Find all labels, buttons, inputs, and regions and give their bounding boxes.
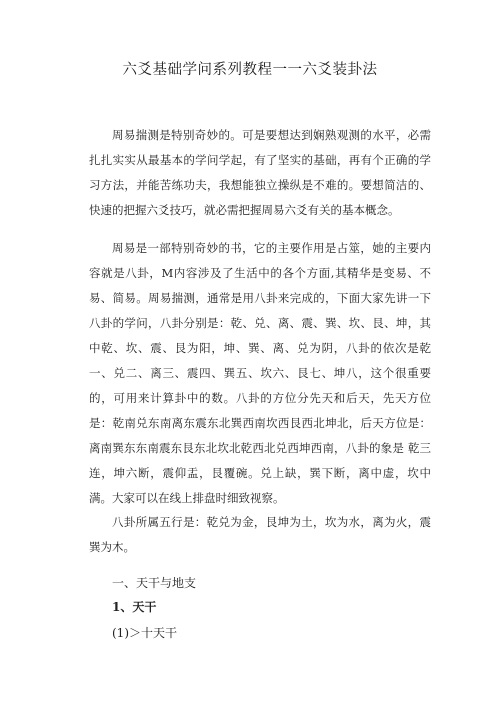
list-item-heading: (1)＞十天干 bbox=[112, 626, 177, 640]
paragraph-wuxing: 八卦所属五行是：乾兑为金，艮坤为土，坎为水，离为火，震巽为木。 bbox=[89, 515, 431, 554]
paragraph-bagua: 周易是一部特别奇妙的书，它的主要作用是占筮，她的主要内容就是八卦，M内容涉及了生活中的各个方面,其精华是变易、不易、简易。周易揣测，通常是用八卦来完成的，下面大家先讲一下八卦的学问，八卦分别是：乾、兑、离、震、巽、坎、艮、坤，其中乾、坎、震、艮为阳，坤、巽、离、兑为阴，八卦的依次是乾一、兑二、离三、震四、巽五、坎六、艮七、坤八，这个很重要的，可用来计算卦中的数。八卦的方位分先天和后天，先天方位是：乾南兑东南离东震东北巽西南坎西艮西北坤北，后天方位是：离南巽东东南震东艮东北坎北乾西北兑西坤西南，八卦的象是 乾三连，坤六断，震仰盂，艮覆碗。兑上缺，巽下断，离中虚，坎中满。大家可以在线上排盘时细致视察。 bbox=[89, 241, 431, 505]
paragraph-intro: 周易揣测是特别奇妙的。可是要想达到娴熟观测的水平，必需扎扎实实从最基本的学问学起，有了坚实的基础，再有个正确的学习方法，并能苦练功夫，我想能独立操纵是不难的。要想简洁的、快速的把握六爻技巧，就必需把握周易六爻有关的基本概念。 bbox=[89, 128, 431, 217]
section-heading: 一、天干与地支 bbox=[112, 576, 197, 590]
document-title: 六爻基础学问系列教程一一六爻装卦法 bbox=[122, 62, 378, 78]
subsection-heading: 1、天干 bbox=[112, 600, 157, 614]
